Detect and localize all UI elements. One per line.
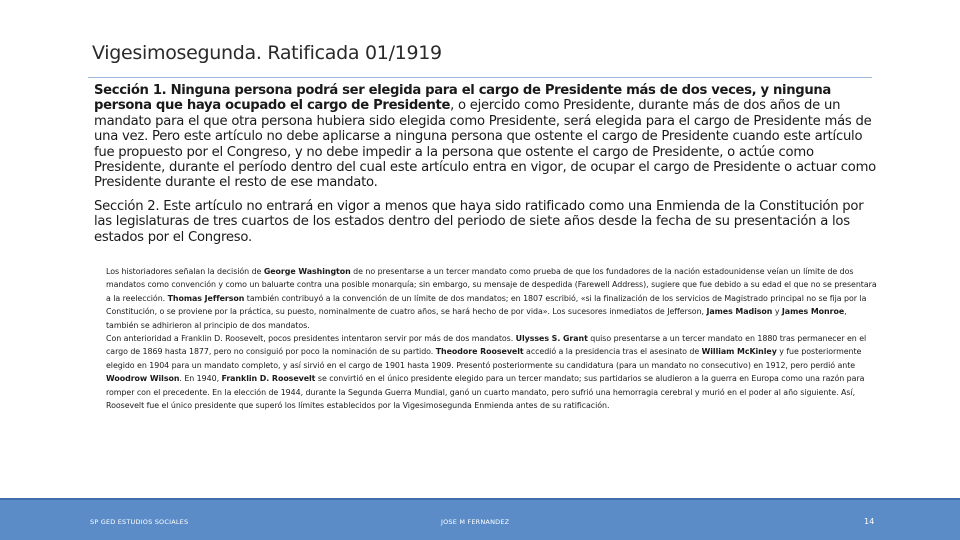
name-theodore-roosevelt: Theodore Roosevelt bbox=[435, 347, 524, 357]
page-number: 14 bbox=[864, 517, 875, 526]
history-paragraph-1: Los historiadores señalan la decisión de George Washington de no presentarse a un tercer mandato como prueba de que los fundadores de la nación estadounidense veían un límite de dos mandatos como convención y como un baluarte contra una posible monarquía; sin embargo, su mensaje de despedida (Farewell Address), sugiere que fue debido a su edad el que no se presentara a la reelección. Thomas Jefferson también contribuyó a la convención de un límite de dos mandatos; en 1807 escribió, «si la finalización de los servicios de Magistrado principal no se fija por la Constitución, o se proviene por la práctica, su puesto, nominalmente de cuatro años, se hará hecho de por vida». Los sucesores inmediatos de Jefferson, James Madison y James Monroe, también se adhirieron al principio de dos mandatos. bbox=[106, 267, 877, 330]
section-2-text: Sección 2. Este artículo no entrará en vigor a menos que haya sido ratificado como una Enmienda de la Constitución por las legislaturas de tres cuartos de los estados dentro del periodo de siete años desde la fecha de su presentación a los estados por el Congreso. bbox=[94, 199, 864, 245]
name-william-mckinley: William McKinley bbox=[701, 347, 777, 357]
footer-author-label: JOSE M FERNANDEZ bbox=[441, 518, 510, 526]
name-woodrow-wilson: Woodrow Wilson bbox=[106, 374, 180, 384]
footer-course-label: SP GED ESTUDIOS SOCIALES bbox=[90, 518, 189, 526]
title-divider bbox=[88, 77, 872, 78]
history-paragraph-2: Con anterioridad a Franklin D. Roosevelt, pocos presidentes intentaron servir por más de dos mandatos. Ulysses S. Grant quiso presentarse a un tercer mandato en 1880 tras permanecer en el cargo de 1869 hasta 1877, pero no consiguió por poco la nominación de su partido. Theodore Roosevelt accedió a la presidencia tras el asesinato de William McKinley y fue posteriormente elegido en 1904 para un mandato completo, y así sirvió en el cargo de 1901 hasta 1909. Presentó posteriormente su candidatura (para un mandato no consecutivo) en 1912, pero perdió ante Woodrow Wilson. En 1940, Franklin D. Roosevelt se convirtió en el único presidente elegido para un tercer mandato; sus partidarios se aludieron a la guerra en Europa como una razón para romper con el precedente. En la elección de 1944, durante la Segunda Guerra Mundial, ganó un cuarto mandato, pero sufrió una hemorragia cerebral y murió en el poder al año siguiente. Así, Roosevelt fue el único presidente que superó los límites establecidos por la Vigesimosegunda Enmienda antes de su ratificación. bbox=[106, 334, 867, 411]
footer-bar bbox=[0, 498, 960, 540]
section-1-body: , o ejercido como Presidente, durante más de dos años de un mandato para el que otra persona hubiera sido elegida como Presidente, será elegida para el cargo de Presidente más de una vez. Pero este artículo no debe aplicarse a ninguna persona que ostente el cargo de Presidente cuando este artículo fue propuesto por el Congreso, y no debe impedir a la persona que ostente el cargo de Presidente, o actúe como Presidente, durante el período dentro del cual este artículo entra en vigor, de ocupar el cargo de Presidente o actuar como Presidente durante el resto de ese mandato. bbox=[94, 98, 876, 191]
name-thomas-jefferson: Thomas Jefferson bbox=[167, 293, 245, 303]
name-ulysses-grant: Ulysses S. Grant bbox=[515, 334, 588, 344]
history-notes bbox=[106, 265, 878, 412]
name-james-madison: James Madison bbox=[706, 307, 773, 317]
footer-top-border bbox=[0, 498, 960, 500]
name-george-washington: George Washington bbox=[263, 267, 351, 276]
section-1-bold-lead: Sección 1. Ninguna persona podrá ser elegida para el cargo de Presidente más de dos veces, y ninguna persona que haya ocupado el cargo de Presidente bbox=[94, 83, 831, 114]
name-james-monroe: James Monroe bbox=[781, 307, 845, 317]
name-franklin-roosevelt: Franklin D. Roosevelt bbox=[221, 374, 316, 384]
slide-title: Vigesimosegunda. Ratificada 01/1919 bbox=[92, 42, 442, 64]
section-1-text bbox=[94, 83, 878, 191]
